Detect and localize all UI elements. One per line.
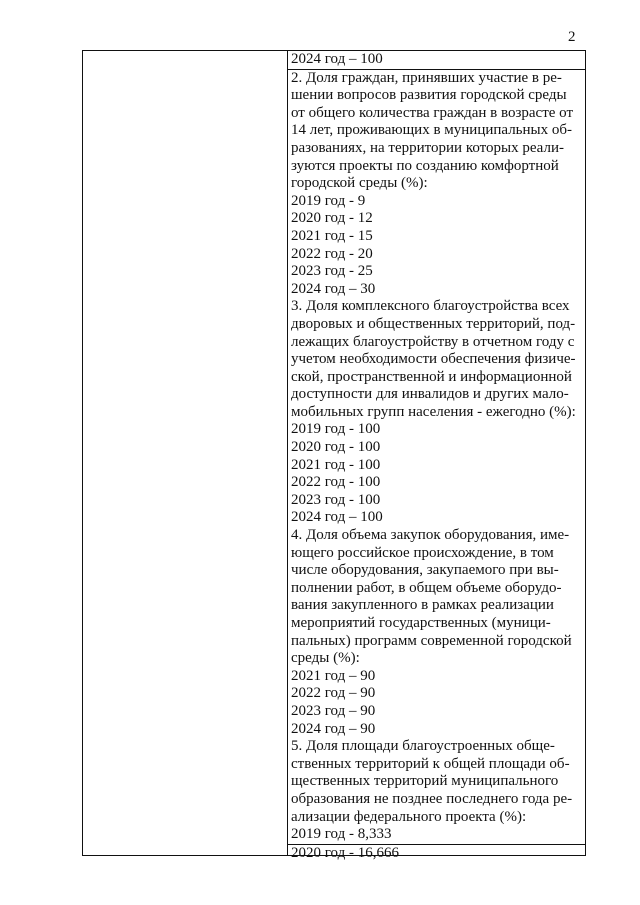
- table-line: 2024 год – 90: [291, 720, 376, 737]
- table-left-cell: [83, 51, 287, 855]
- document-table: [82, 50, 586, 861]
- table-line: 2021 год - 100: [291, 456, 381, 473]
- table-line: 2021 год – 90: [291, 667, 376, 684]
- table-line: мероприятий государственных (муници-: [291, 615, 551, 631]
- table-line: учетом необходимости обеспечения физиче-: [291, 351, 576, 368]
- table-line: 5. Доля площади благоустроенных обще-: [291, 738, 555, 755]
- table-line: мобильных групп населения - ежегодно (%):: [291, 403, 576, 420]
- table-line: полнении работ, в общем объеме оборудо-: [291, 579, 562, 596]
- table-line: щественных территорий муниципального: [291, 773, 559, 790]
- table-line: 2023 год - 25: [291, 263, 373, 280]
- table-line: зуются проекты по созданию комфортной: [291, 157, 559, 174]
- table-line: ской, пространственной и информационной: [291, 368, 572, 385]
- table-line: шении вопросов развития городской среды: [291, 87, 567, 104]
- table-line: 2024 год – 30: [291, 280, 376, 297]
- table-line: 2019 год - 9: [291, 192, 366, 209]
- table-line: 2019 год - 8,333: [288, 826, 586, 845]
- table-line: от общего количества граждан в возрасте от: [291, 104, 574, 121]
- table-line: 2021 год - 15: [291, 227, 373, 244]
- table-line: 2020 год - 100: [291, 439, 381, 456]
- table-line: образования не позднее последнего года ре-: [291, 790, 573, 807]
- table-line: разованиях, на территории которых реали-: [291, 139, 564, 156]
- table-line: лежащих благоустройству в отчетном году с: [291, 333, 575, 350]
- table-line: 2024 год – 100: [291, 509, 383, 526]
- table-line: пальных) программ современной городской: [291, 632, 572, 649]
- table-line: ющего российское происхождение, в том: [291, 544, 554, 561]
- table-line: 2023 год - 100: [291, 491, 381, 508]
- table-line: 2019 год - 100: [291, 421, 381, 438]
- table-line: городской среды (%):: [291, 175, 428, 192]
- table-line: 2022 год - 100: [291, 474, 381, 491]
- table-line: числе оборудования, закупаемого при вы-: [291, 562, 559, 579]
- table-line: 2020 год - 12: [291, 210, 373, 227]
- table-line: 4. Доля объема закупок оборудования, име-: [291, 527, 570, 544]
- page-number: 2: [568, 29, 576, 45]
- table-right-cell: [288, 51, 586, 861]
- table-line: 2022 год - 20: [291, 245, 373, 262]
- table-line: 2022 год – 90: [291, 685, 376, 702]
- table-line: 2023 год – 90: [291, 702, 376, 719]
- table-line: доступности для инвалидов и других мало-: [291, 386, 569, 403]
- table-line: ственных территорий к общей площади об-: [291, 755, 570, 772]
- table-line: 2. Доля граждан, принявших участие в ре-: [291, 69, 562, 86]
- table-line: среды (%):: [291, 650, 360, 667]
- table-line: дворовых и общественных территорий, под-: [291, 315, 576, 332]
- table-line: вания закупленного в рамках реализации: [291, 597, 554, 614]
- table-line: 14 лет, проживающих в муниципальных об-: [291, 122, 573, 139]
- table-line: 2024 год – 100: [288, 51, 586, 70]
- table-line: ализации федерального проекта (%):: [291, 808, 527, 825]
- table-line: 2020 год - 16,666: [291, 844, 399, 861]
- table-line: 3. Доля комплексного благоустройства всех: [291, 298, 570, 315]
